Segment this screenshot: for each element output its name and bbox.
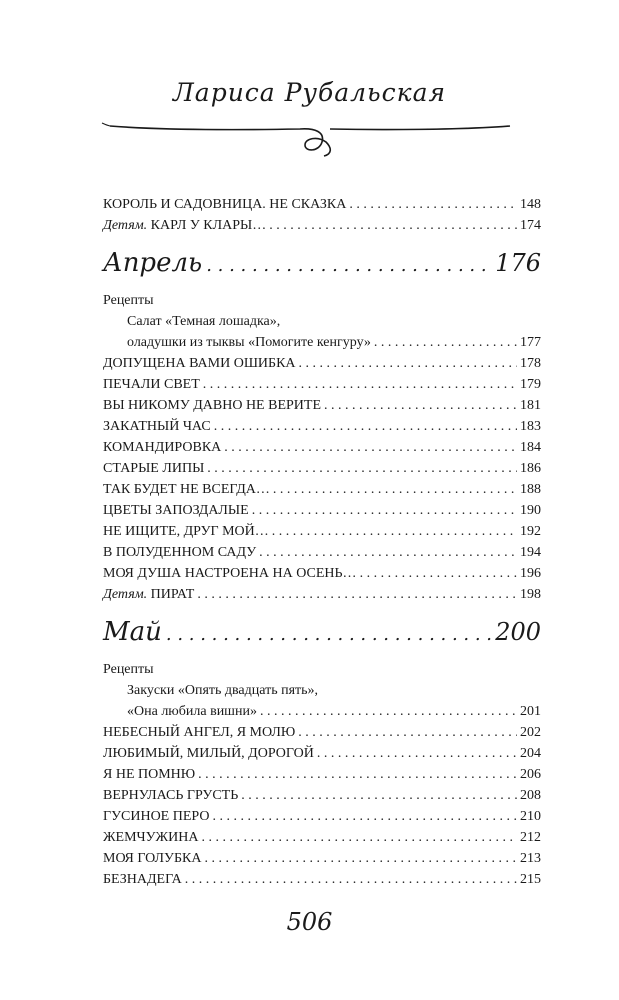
leader-dots (360, 563, 517, 584)
toc-entry-title: БЕЗНАДЕГА (103, 872, 182, 887)
toc-entry-prefix: Детям. (103, 218, 148, 233)
toc-entry-title: ПЕЧАЛИ СВЕТ (103, 377, 200, 392)
toc-entry[interactable] (103, 332, 541, 353)
toc-entry[interactable] (103, 722, 541, 743)
leader-dots (201, 827, 517, 848)
toc-entry[interactable] (103, 542, 541, 563)
leader-dots (272, 521, 517, 542)
toc-entry-title: ЗАКАТНЫЙ ЧАС (103, 419, 211, 434)
toc-entry-page: 194 (520, 545, 541, 560)
toc-entry[interactable] (103, 215, 541, 236)
toc-entry-title: КОРОЛЬ И САДОВНИЦА. НЕ СКАЗКА (103, 197, 347, 212)
toc-entry-prefix: Детям. (103, 587, 148, 602)
toc-entry-title: Я НЕ ПОМНЮ (103, 767, 196, 782)
toc-entry[interactable] (103, 563, 541, 584)
toc-entry[interactable] (103, 701, 541, 722)
toc-entry-title: ВЫ НИКОМУ ДАВНО НЕ ВЕРИТЕ (103, 398, 321, 413)
toc-entry-page: 184 (520, 440, 541, 455)
leader-dots (374, 332, 517, 353)
page-number: 506 (286, 908, 333, 936)
toc-entry-page: 212 (520, 830, 541, 845)
leader-dots (241, 785, 517, 806)
toc-entry[interactable] (103, 827, 541, 848)
leader-dots (324, 395, 517, 416)
toc-entry[interactable] (103, 869, 541, 890)
leader-dots (269, 215, 517, 236)
leader-dots (185, 869, 517, 890)
leader-dots (349, 194, 517, 215)
section-page: 176 (495, 249, 541, 277)
toc-entry-title: ТАК БУДЕТ НЕ ВСЕГДА… (103, 482, 270, 497)
toc-entry-title: ЦВЕТЫ ЗАПОЗДАЛЫЕ (103, 503, 249, 518)
leader-dots (212, 806, 517, 827)
toc-entry-title: ЖЕМЧУЖИНА (103, 830, 199, 845)
toc-entry[interactable] (103, 479, 541, 500)
toc-entry-page: 198 (520, 587, 541, 602)
leader-dots (204, 848, 517, 869)
leader-dots (198, 764, 517, 785)
toc-entry-page: 181 (520, 398, 541, 413)
leader-dots (273, 479, 517, 500)
toc-entry[interactable] (103, 500, 541, 521)
section-title: Май (103, 617, 162, 647)
toc-entry-title: ГУСИНОЕ ПЕРО (103, 809, 210, 824)
toc-entry[interactable] (103, 353, 541, 374)
toc-entry-title: ВЕРНУЛАСЬ ГРУСТЬ (103, 788, 239, 803)
toc-entry-page: 178 (520, 356, 541, 371)
recipes-label: Рецепты (103, 293, 154, 308)
toc-entry[interactable] (103, 437, 541, 458)
toc-entry-title: КОМАНДИРОВКА (103, 440, 222, 455)
leader-dots (166, 624, 491, 645)
leader-dots (214, 416, 517, 437)
toc-entry[interactable] (103, 785, 541, 806)
toc-entry-page: 188 (520, 482, 541, 497)
leader-dots (197, 584, 517, 605)
running-header-author: Лариса Рубальская (172, 78, 447, 107)
table-of-contents (103, 194, 541, 890)
toc-entry[interactable] (103, 395, 541, 416)
leader-dots (206, 255, 491, 276)
toc-entry-page: 190 (520, 503, 541, 518)
toc-entry-page: 213 (520, 851, 541, 866)
toc-entry-page: 215 (520, 872, 541, 887)
toc-entry-title: СТАРЫЕ ЛИПЫ (103, 461, 205, 476)
section-page: 200 (495, 618, 541, 646)
leader-dots (203, 374, 517, 395)
section-heading-april[interactable] (103, 248, 541, 286)
toc-entry[interactable] (103, 806, 541, 827)
toc-entry-page: 192 (520, 524, 541, 539)
toc-entry-page: 179 (520, 377, 541, 392)
toc-entry-title: «Она любила вишни» (127, 704, 257, 719)
toc-entry-page: 148 (520, 197, 541, 212)
toc-entry-title: МОЯ ДУША НАСТРОЕНА НА ОСЕНЬ… (103, 566, 357, 581)
toc-entry[interactable] (103, 458, 541, 479)
toc-entry-title: В ПОЛУДЕННОМ САДУ (103, 545, 257, 560)
leader-dots (207, 458, 517, 479)
toc-entry[interactable] (103, 848, 541, 869)
toc-entry-page: 177 (520, 335, 541, 350)
toc-entry-title: ДОПУЩЕНА ВАМИ ОШИБКА (103, 356, 296, 371)
flourish-ornament (100, 112, 520, 162)
toc-entry-title: НЕ ИЩИТЕ, ДРУГ МОЙ… (103, 524, 269, 539)
toc-entry[interactable] (103, 374, 541, 395)
leader-dots (298, 722, 517, 743)
leader-dots (260, 701, 517, 722)
recipes-line: Салат «Темная лошадка», (127, 314, 281, 329)
toc-entry-title: ЛЮБИМЫЙ, МИЛЫЙ, ДОРОГОЙ (103, 746, 314, 761)
leader-dots (259, 542, 517, 563)
toc-entry[interactable] (103, 416, 541, 437)
toc-entry-page: 206 (520, 767, 541, 782)
toc-entry-page: 204 (520, 746, 541, 761)
toc-entry-page: 201 (520, 704, 541, 719)
toc-entry-page: 210 (520, 809, 541, 824)
toc-entry[interactable] (103, 521, 541, 542)
section-title: Апрель (103, 248, 203, 278)
toc-entry-title: НЕБЕСНЫЙ АНГЕЛ, Я МОЛЮ (103, 725, 296, 740)
toc-entry-title: ПИРАТ (150, 587, 195, 602)
leader-dots (252, 500, 517, 521)
toc-entry-title: оладушки из тыквы «Помогите кенгуру» (127, 335, 371, 350)
recipes-line: Закуски «Опять двадцать пять», (127, 683, 319, 698)
section-heading-may[interactable] (103, 617, 541, 655)
toc-entry-title: МОЯ ГОЛУБКА (103, 851, 202, 866)
toc-entry-page: 196 (520, 566, 541, 581)
leader-dots (317, 743, 517, 764)
toc-entry[interactable] (103, 194, 541, 215)
toc-entry-page: 186 (520, 461, 541, 476)
toc-entry-page: 208 (520, 788, 541, 803)
leader-dots (224, 437, 517, 458)
toc-entry[interactable] (103, 743, 541, 764)
toc-entry-title: КАРЛ У КЛАРЫ… (150, 218, 267, 233)
recipes-label: Рецепты (103, 662, 154, 677)
toc-entry-page: 202 (520, 725, 541, 740)
toc-entry-page: 174 (520, 218, 541, 233)
toc-entry[interactable] (103, 584, 541, 605)
toc-entry-page: 183 (520, 419, 541, 434)
toc-entry[interactable] (103, 764, 541, 785)
leader-dots (299, 353, 517, 374)
